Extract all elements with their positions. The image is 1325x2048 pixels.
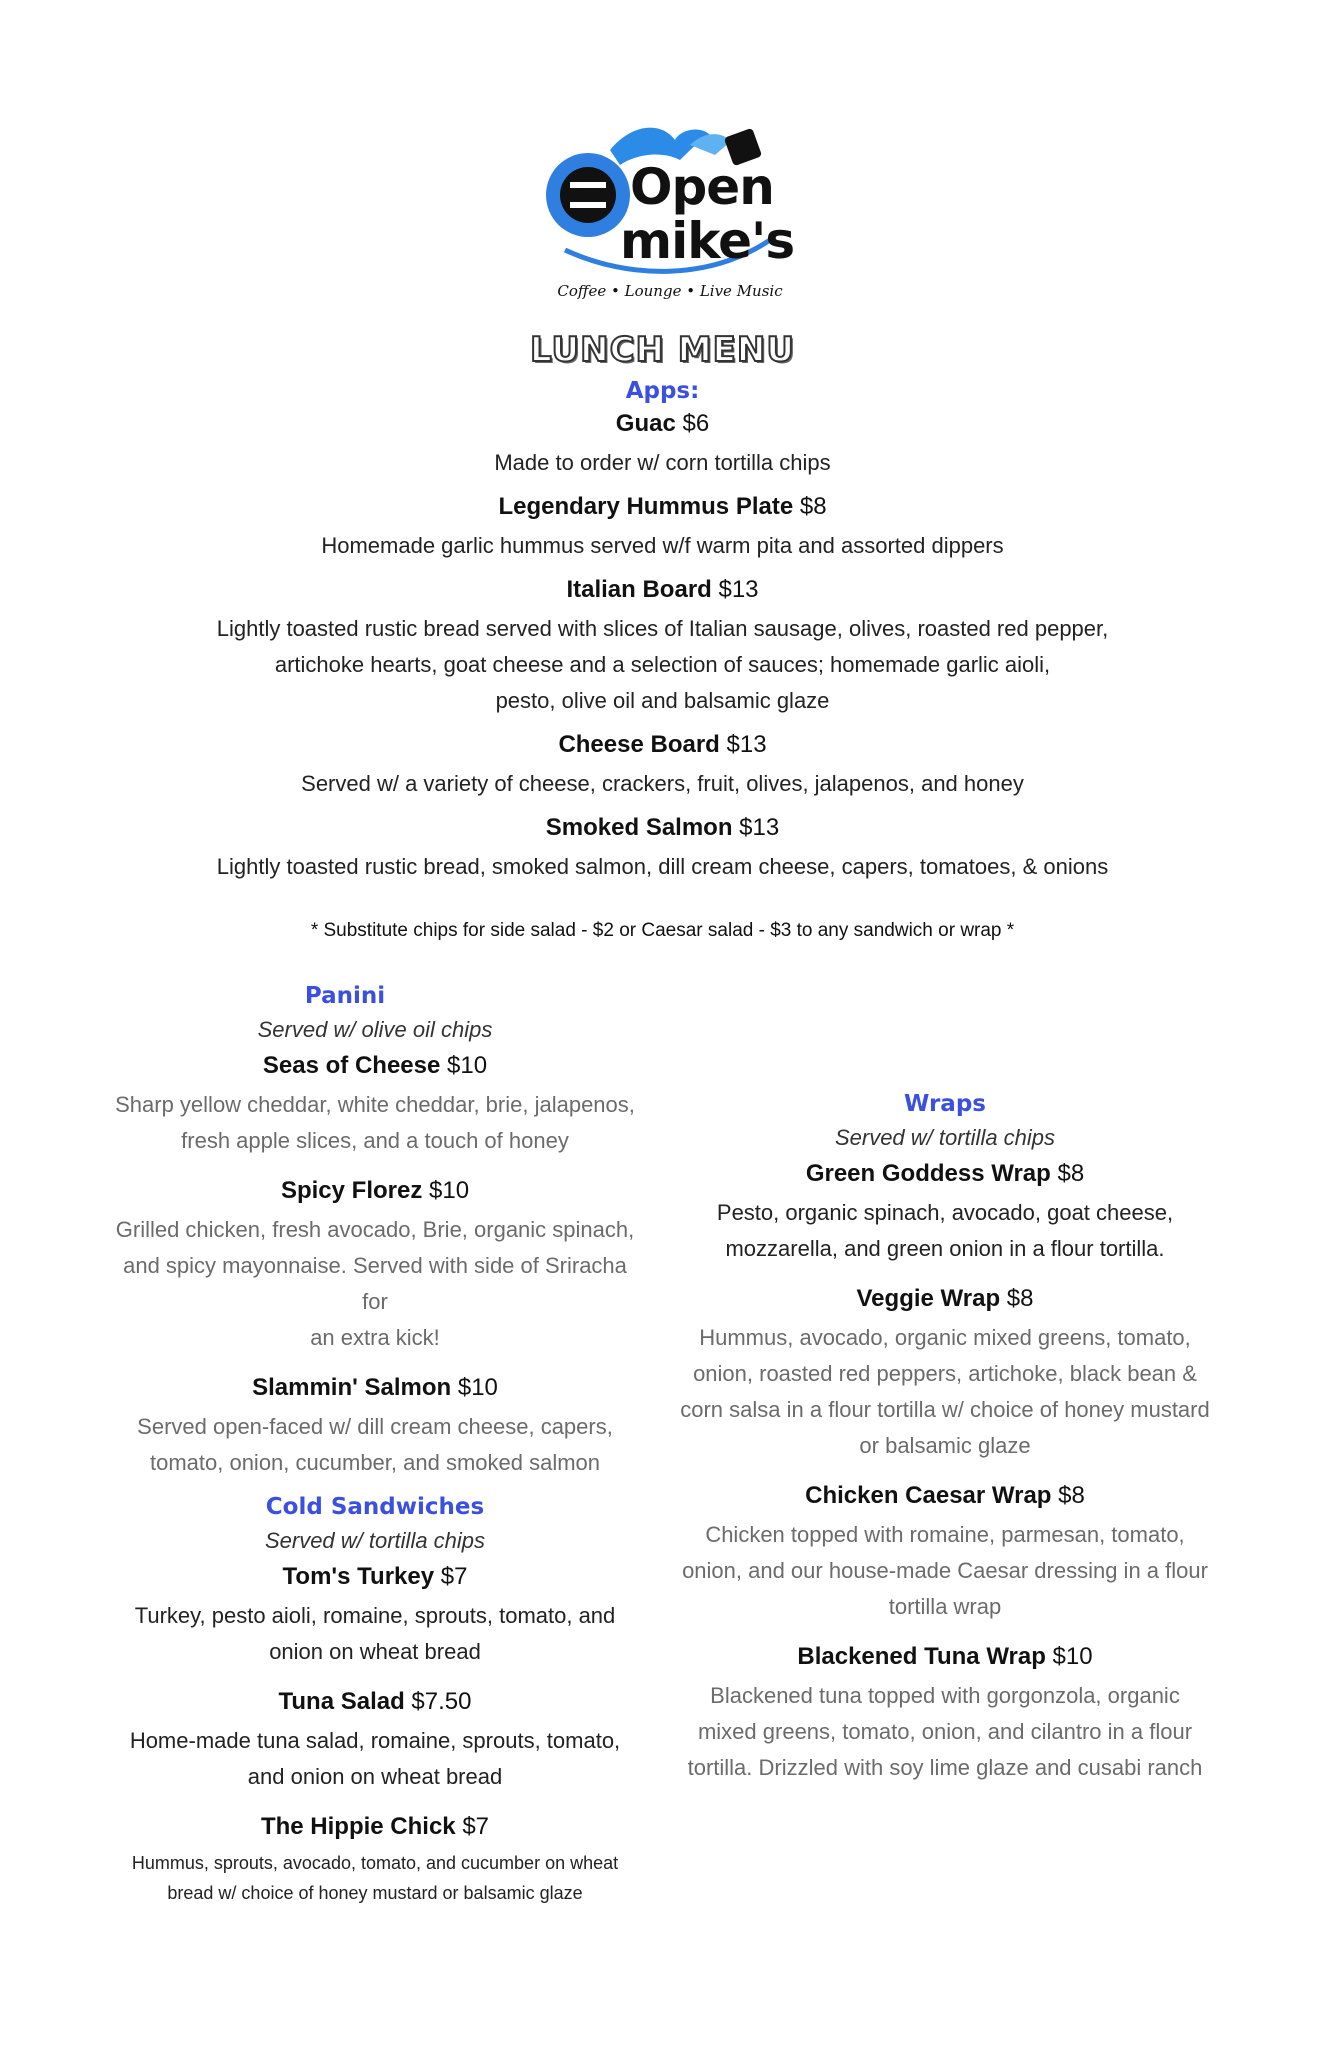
left-column (110, 980, 640, 1908)
menu-item-description: and onion on wheat bread (247, 1764, 503, 1789)
right-column (680, 1088, 1210, 1786)
menu-item-price: $8 (1051, 1482, 1085, 1509)
menu-item (110, 1048, 640, 1159)
menu-item-description: Grilled chicken, fresh avocado, Brie, organic spinach, (115, 1217, 635, 1242)
menu-item-title (680, 1639, 1210, 1678)
cold-sandwiches-heading: Cold Sandwiches (265, 1494, 485, 1520)
menu-item-price: $13 (711, 576, 759, 603)
menu-item-name: Veggie Wrap (856, 1285, 1001, 1312)
menu-item-price: $13 (719, 731, 767, 758)
menu-item-price: $7 (455, 1813, 490, 1840)
menu-item-description: pesto, olive oil and balsamic glaze (495, 688, 830, 713)
substitute-note: * Substitute chips for side salad - $2 or Caesar salad - $3 to any sandwich or wrap * (310, 920, 1015, 941)
menu-item-price: $7 (434, 1563, 468, 1590)
menu-item (110, 1559, 640, 1670)
menu-item-title (110, 1684, 640, 1723)
menu-item-description: tortilla. Drizzled with soy lime glaze and cusabi ranch (687, 1755, 1203, 1780)
menu-item-name: Tom's Turkey (282, 1563, 435, 1590)
menu-item-title (110, 1173, 640, 1212)
cold-items (110, 1559, 640, 1908)
menu-item-description: Lightly toasted rustic bread, smoked salmon, dill cream cheese, capers, tomatoes, & onions (216, 854, 1109, 879)
menu-item-description: Hummus, sprouts, avocado, tomato, and cucumber on wheat (131, 1853, 619, 1873)
wraps-heading: Wraps (904, 1091, 986, 1117)
panini-items (110, 1048, 640, 1481)
menu-item (0, 572, 1325, 719)
wraps-subtitle: Served w/ tortilla chips (834, 1125, 1056, 1150)
menu-item-description: Served w/ a variety of cheese, crackers, fruit, olives, jalapenos, and honey (301, 771, 1024, 796)
menu-item-description: Served open-faced w/ dill cream cheese, capers, (137, 1414, 613, 1439)
panini-subtitle: Served w/ olive oil chips (257, 1017, 493, 1042)
menu-item-name: Green Goddess Wrap (805, 1160, 1051, 1187)
menu-item-description: bread w/ choice of honey mustard or balsamic glaze (167, 1883, 583, 1903)
menu-item-description: or balsamic glaze (859, 1433, 1031, 1458)
menu-item-name: Slammin' Salmon (252, 1374, 452, 1401)
menu-item-description: an extra kick! (310, 1325, 440, 1350)
menu-item-description: onion, roasted red peppers, artichoke, black bean & (693, 1361, 1197, 1386)
menu-item-title (680, 1281, 1210, 1320)
apps-items (0, 406, 1325, 885)
menu-item-description: onion on wheat bread (269, 1639, 481, 1664)
menu-item-description: Lightly toasted rustic bread served with slices of Italian sausage, olives, roasted red pepper, (216, 616, 1109, 641)
menu-item (0, 489, 1325, 564)
menu-item (0, 406, 1325, 481)
menu-item-name: Chicken Caesar Wrap (805, 1482, 1052, 1509)
menu-item-description: tortilla wrap (888, 1594, 1002, 1619)
menu-item-price: $10 (440, 1052, 488, 1079)
menu-item (110, 1173, 640, 1356)
menu-item-price: $10 (1045, 1643, 1093, 1670)
menu-item-name: Spicy Florez (280, 1177, 423, 1204)
menu-item (110, 1370, 640, 1481)
menu-item-description: corn salsa in a flour tortilla w/ choice of honey mustard (680, 1397, 1210, 1422)
menu-item-title (0, 810, 1325, 849)
menu-item-price: $13 (732, 814, 780, 841)
menu-item-title (680, 1156, 1210, 1195)
menu-item-price: $7.50 (404, 1688, 472, 1715)
menu-item-description: Hummus, avocado, organic mixed greens, tomato, (699, 1325, 1191, 1350)
menu-item (0, 727, 1325, 802)
menu-item-description: onion, and our house-made Caesar dressing in a flour (682, 1558, 1208, 1583)
apps-heading: Apps: (625, 378, 700, 404)
panini-heading: Panini (304, 983, 386, 1009)
menu-item-description: artichoke hearts, goat cheese and a selection of sauces; homemade garlic aioli, (274, 652, 1051, 677)
menu-item (680, 1281, 1210, 1464)
menu-item (680, 1639, 1210, 1786)
menu-item-title (0, 572, 1325, 611)
menu-title: LUNCH MENU (530, 330, 795, 370)
menu-item-description: Home-made tuna salad, romaine, sprouts, tomato, (129, 1728, 621, 1753)
menu-item-description: Chicken topped with romaine, parmesan, tomato, (705, 1522, 1185, 1547)
menu-item-title (110, 1809, 640, 1848)
menu-item-description: Homemade garlic hummus served w/f warm pita and assorted dippers (321, 533, 1004, 558)
menu-item-price: $6 (675, 410, 710, 437)
menu-item-description: Made to order w/ corn tortilla chips (494, 450, 831, 475)
logo-line2: mike's (620, 212, 795, 270)
logo-tagline: Coffee • Lounge • Live Music (557, 282, 783, 300)
menu-item-title (0, 406, 1325, 445)
menu-item-price: $10 (451, 1374, 498, 1401)
panini-section (110, 980, 640, 1481)
menu-item (680, 1156, 1210, 1267)
menu-item-name: Cheese Board (558, 731, 720, 758)
menu-item-name: Blackened Tuna Wrap (797, 1643, 1046, 1670)
menu-item-description: fresh apple slices, and a touch of honey (181, 1128, 569, 1153)
menu-item-description: and spicy mayonnaise. Served with side of Sriracha for (123, 1253, 627, 1314)
menu-item-title (0, 727, 1325, 766)
menu-item-name: Tuna Salad (278, 1688, 405, 1715)
menu-item-title (110, 1048, 640, 1087)
menu-item-description: Sharp yellow cheddar, white cheddar, brie, jalapenos, (115, 1092, 635, 1117)
menu-item-name: The Hippie Chick (260, 1813, 456, 1840)
menu-item-description: Blackened tuna topped with gorgonzola, organic (710, 1683, 1180, 1708)
wraps-section (680, 1088, 1210, 1786)
menu-item-title (680, 1478, 1210, 1517)
menu-item-description: mixed greens, tomato, onion, and cilantro in a flour (697, 1719, 1193, 1744)
logo-line1: Open (630, 158, 774, 216)
menu-item-price: $8 (793, 493, 827, 520)
menu-item-title (110, 1370, 640, 1409)
open-mikes-logo (540, 120, 795, 310)
menu-item (0, 810, 1325, 885)
menu-item (110, 1684, 640, 1795)
menu-item-title (110, 1559, 640, 1598)
menu-item-description: mozzarella, and green onion in a flour tortilla. (725, 1236, 1165, 1261)
menu-item (680, 1478, 1210, 1625)
menu-item (110, 1809, 640, 1908)
menu-item-name: Seas of Cheese (262, 1052, 441, 1079)
menu-item-description: Turkey, pesto aioli, romaine, sprouts, tomato, and (134, 1603, 616, 1628)
menu-item-name: Smoked Salmon (545, 814, 733, 841)
cold-sandwiches-section (110, 1491, 640, 1908)
apps-section (0, 376, 1325, 949)
menu-item-name: Italian Board (566, 576, 712, 603)
menu-item-name: Guac (615, 410, 676, 437)
menu-item-title (0, 489, 1325, 528)
menu-item-price: $10 (422, 1177, 470, 1204)
menu-item-name: Legendary Hummus Plate (498, 493, 794, 520)
menu-item-price: $8 (1000, 1285, 1034, 1312)
menu-item-price: $8 (1050, 1160, 1085, 1187)
wraps-items (680, 1156, 1210, 1786)
cold-sandwiches-subtitle: Served w/ tortilla chips (264, 1528, 486, 1553)
menu-item-description: tomato, onion, cucumber, and smoked salmon (149, 1450, 601, 1475)
menu-item-description: Pesto, organic spinach, avocado, goat cheese, (716, 1200, 1174, 1225)
